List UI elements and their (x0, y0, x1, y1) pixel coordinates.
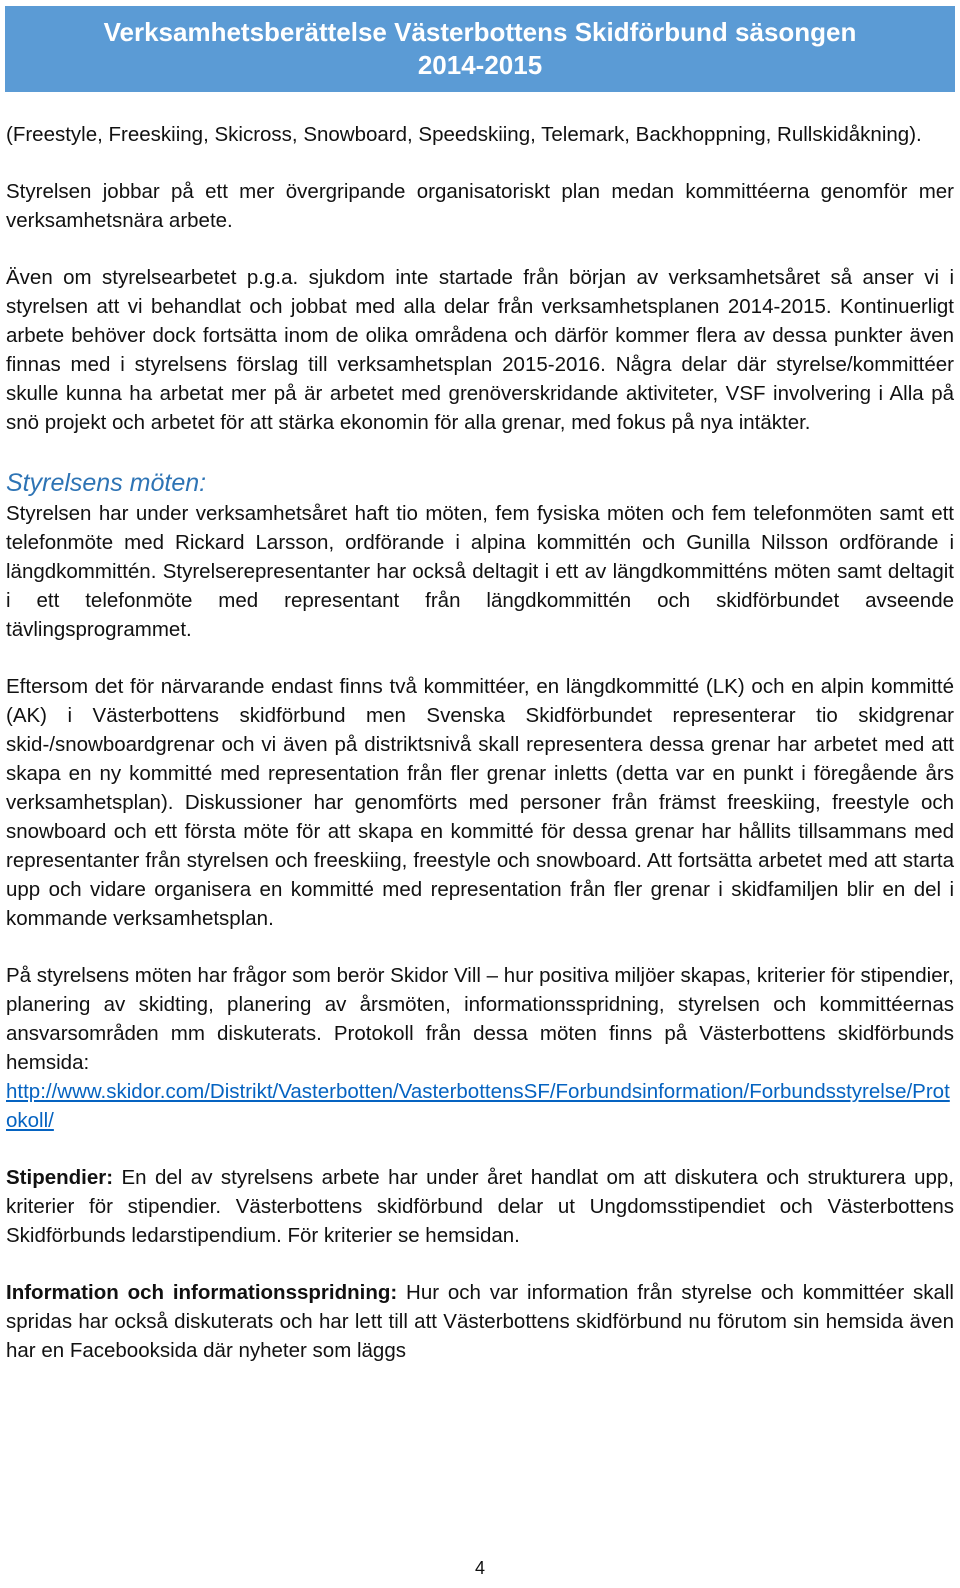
header-title-line1: Verksamhetsberättelse Västerbottens Skidförbund säsongen (103, 17, 857, 47)
document-body (6, 120, 954, 1365)
page-number: 4 (474, 1558, 485, 1578)
page-header-banner (5, 6, 955, 92)
paragraph-scholarships (6, 1163, 954, 1250)
header-title-line2: 2014-2015 (417, 50, 543, 80)
information-label: Information och informationsspridning: (6, 1281, 398, 1304)
section-heading-meetings: Styrelsens möten: (6, 469, 207, 497)
scholarships-label: Stipendier: (6, 1166, 114, 1189)
scholarships-text: En del av styrelsens arbete har under året handlat om att diskutera och strukturera upp, kriterier för stipendier. Västerbottens skidförbund delar ut Ungdomsstipendiet och Västerbottens Skidförbunds ledarstipendium. För kriterier se hemsidan. (6, 1166, 954, 1247)
paragraph-information (6, 1278, 954, 1365)
paragraph-meeting-topics: På styrelsens möten har frågor som berör Skidor Vill – hur positiva miljöer skapas, kriterier för stipendier, planering av skidting, planering av årsmöten, informationsspridning, styrelsen och kommittéernas ansvarsområden mm diskuterats. Protokoll från dessa möten finns på Västerbottens skidförbunds hemsida: (6, 964, 954, 1074)
paragraph-board-role: Styrelsen jobbar på ett mer övergripande organisatoriskt plan medan kommittéerna genomför mer verksamhetsnära arbete. (6, 180, 954, 232)
protocol-link[interactable]: http://www.skidor.com/Distrikt/Vasterbotten/VasterbottensSF/Forbundsinformation/Forbundsstyrelse/Protokoll/ (6, 1080, 950, 1132)
information-text: Hur och var information från styrelse och kommittéer skall spridas har också diskuterats och har lett till att Västerbottens skidförbund nu förutom sin hemsida även har en Facebooksida där nyheter som läggs (6, 1281, 954, 1362)
paragraph-ski-disciplines: (Freestyle, Freeskiing, Skicross, Snowboard, Speedskiing, Telemark, Backhoppning, Rullskidåkning). (6, 123, 922, 146)
paragraph-board-work: Även om styrelsearbetet p.g.a. sjukdom inte startade från början av verksamhetsåret så anser vi i styrelsen att vi behandlat och jobbat med alla delar från verksamhetsplanen 2014-2015. Kontinuerligt arbete behöver dock fortsätta inom de olika områdena och därför kommer flera av dessa punkter även finnas med i styrelsens förslag till verksamhetsplan 2015-2016. Några delar där styrelse/kommittéer skulle kunna ha arbetat mer på är arbetet med grenöverskridande aktiviteter, VSF involvering i Alla på snö projekt och arbetet för att stärka ekonomin för alla grenar, med fokus på nya intäkter. (6, 266, 954, 434)
paragraph-committees: Eftersom det för närvarande endast finns två kommittéer, en längdkommitté (LK) och en alpin kommitté (AK) i Västerbottens skidförbund men Svenska Skidförbundet representerar tio skidgrenar skid-/snowboardgrenar och vi även på distriktsnivå skall representera dessa grenar har arbetet med att skapa en ny kommitté med representation från fler grenar inletts (detta var en punkt i föregående års verksamhetsplan). Diskussioner har genomförts med personer från främst freeskiing, freestyle och snowboard och ett första möte för att skapa en kommitté för dessa grenar har hållits tillsammans med representanter från styrelsen och freeskiing, freestyle och snowboard. Att fortsätta arbetet med att starta upp och vidare organisera en kommitté med representation från fler grenar i skidfamiljen blir en del i kommande verksamhetsplan. (6, 675, 954, 930)
paragraph-meetings-count: Styrelsen har under verksamhetsåret haft tio möten, fem fysiska möten och fem telefonmöten samt ett telefonmöte med Rickard Larsson, ordförande i alpina kommittén och Gunilla Nilsson ordförande i längdkommittén. Styrelserepresentanter har också deltagit i ett av längdkommitténs möten samt deltagit i ett telefonmöte med representant från längdkommittén och skidförbundet avseende tävlingsprogrammet. (6, 502, 954, 641)
